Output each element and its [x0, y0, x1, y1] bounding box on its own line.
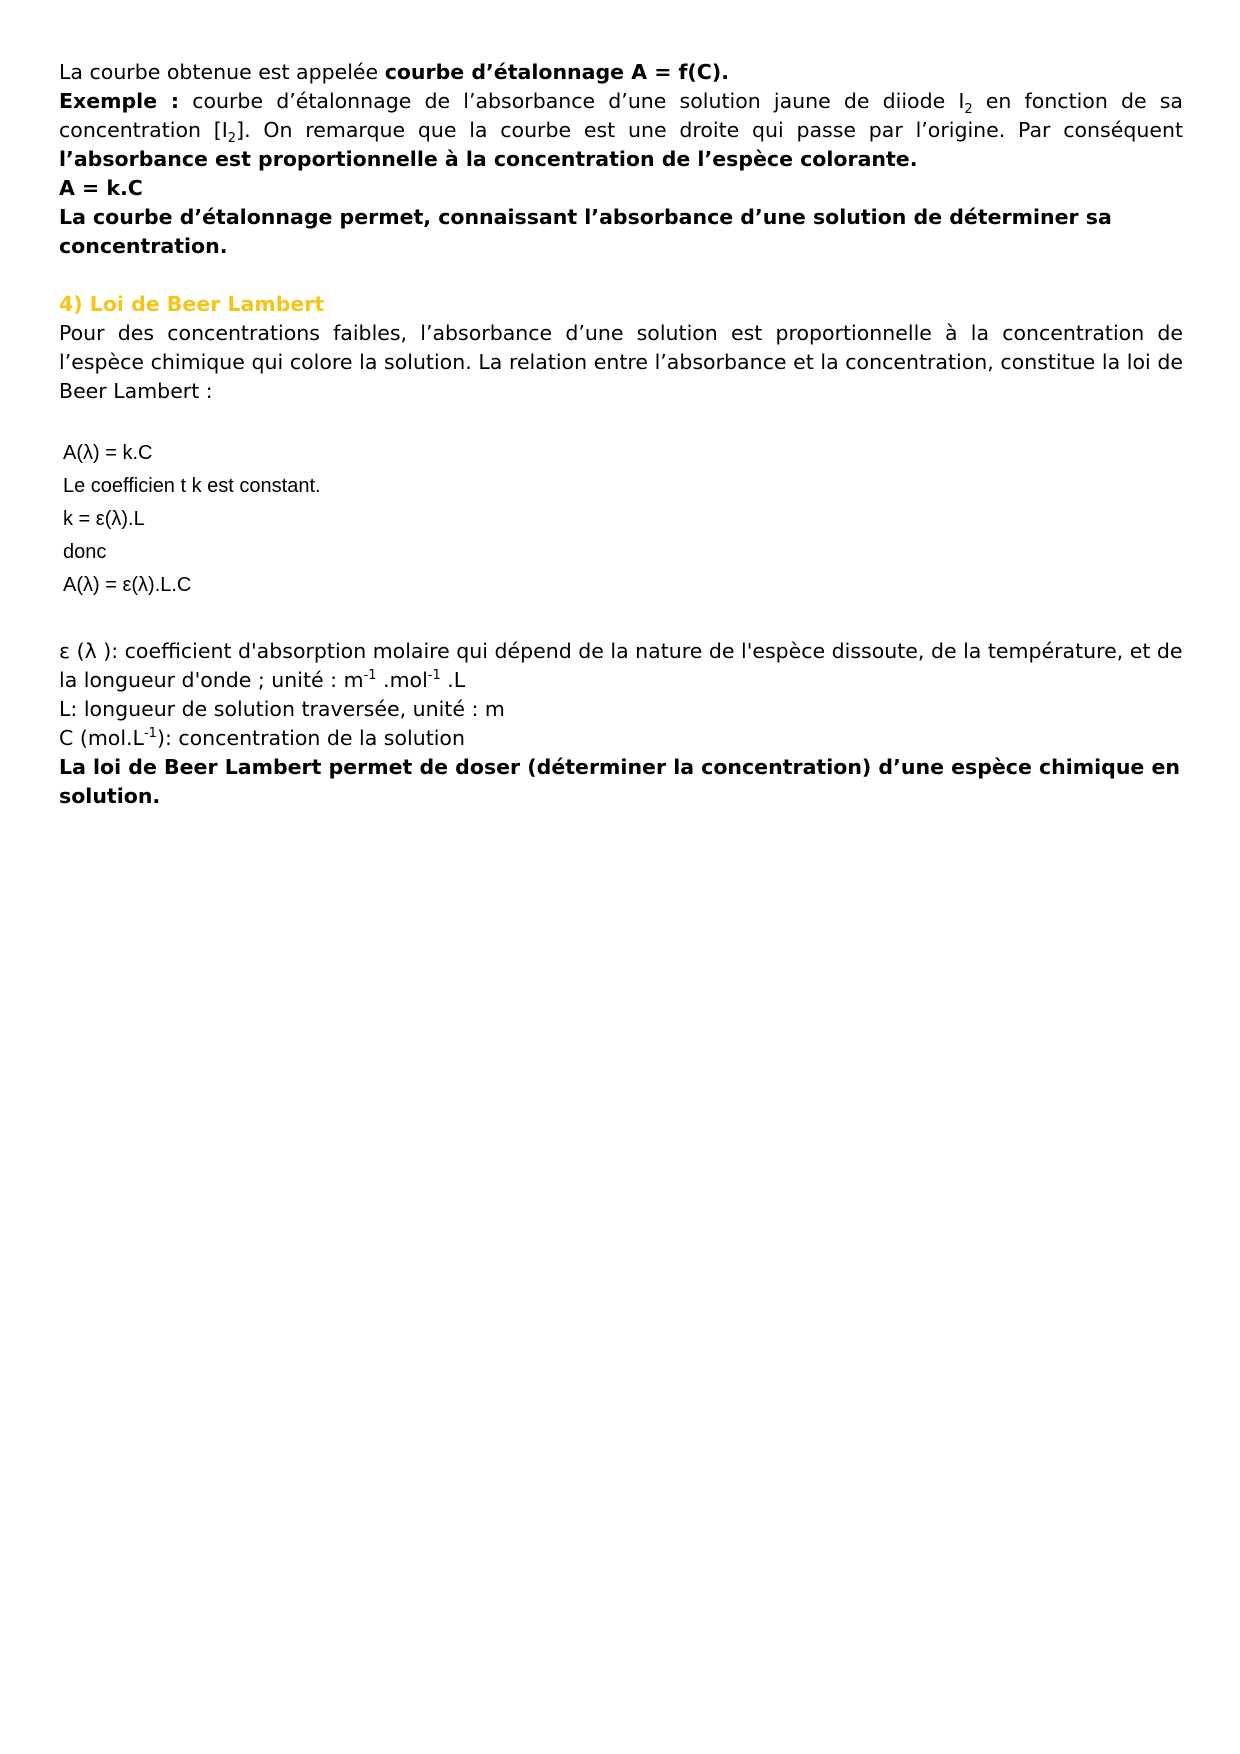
- definition-epsilon-text: ε (λ ): coefficient d'absorption molaire qui dépend de la nature de l'espèce dissoute, de la température, et de la longueur d'onde ; unité : m: [59, 639, 1183, 692]
- example-paragraph: [59, 87, 1183, 174]
- superscript: -1: [363, 668, 377, 684]
- example-subscript: 2: [964, 102, 973, 118]
- example-label: Exemple :: [59, 89, 180, 113]
- formula-line: donc: [63, 541, 107, 563]
- example-text-b: en fonction de sa concentration [I: [59, 89, 1183, 142]
- formula-line: Le coefficien t k est constant.: [63, 475, 321, 497]
- definition-C: [59, 724, 1183, 753]
- definition-epsilon-unit-end: .L: [440, 668, 466, 692]
- superscript: -1: [427, 668, 441, 684]
- definition-epsilon-unit: .mol: [376, 668, 428, 692]
- intro-text: La courbe obtenue est appelée: [59, 60, 385, 84]
- example-subscript-2: 2: [227, 131, 237, 147]
- conclusion: La loi de Beer Lambert permet de doser (déterminer la concentration) d’une espèce chimique en solution.: [59, 755, 1180, 808]
- formula-block: [63, 437, 1183, 602]
- definition-C-text-end: ): concentration de la solution: [156, 726, 465, 750]
- document-page: [59, 58, 1183, 811]
- definition-epsilon: [59, 637, 1183, 695]
- formula-line: k = ε(λ).L: [63, 508, 145, 530]
- definition-C-text: C (mol.L: [59, 726, 144, 750]
- example-bold-conclusion: l’absorbance est proportionnelle à la concentration de l’espèce colorante.: [59, 147, 918, 171]
- spacer: [59, 261, 1183, 290]
- intro-bold-term: courbe d’étalonnage A = f(C).: [384, 60, 729, 84]
- example-text-c: ]. On remarque que la courbe est une droite qui passe par l’origine. Par conséquent: [236, 118, 1183, 142]
- section-heading: 4) Loi de Beer Lambert: [59, 292, 325, 316]
- example-text-a: courbe d’étalonnage de l’absorbance d’une solution jaune de diiode I: [179, 89, 965, 113]
- definition-L: L: longueur de solution traversée, unité : m: [59, 697, 505, 721]
- formula-a-equals-kc: A = k.C: [59, 176, 143, 200]
- section-paragraph: Pour des concentrations faibles, l’absorbance d’une solution est proportionnelle à la concentration de l’espèce chimique qui colore la solution. La relation entre l’absorbance et la concentration, constitue la loi de Beer Lambert :: [59, 321, 1183, 403]
- formula-line: A(λ) = k.C: [63, 442, 153, 464]
- definitions-block: [59, 637, 1183, 811]
- intro-paragraph: [59, 58, 1183, 87]
- formula-line: A(λ) = ε(λ).L.C: [63, 574, 192, 596]
- superscript: -1: [143, 726, 157, 742]
- calibration-note: La courbe d’étalonnage permet, connaissant l’absorbance d’une solution de déterminer sa concentration.: [59, 205, 1112, 258]
